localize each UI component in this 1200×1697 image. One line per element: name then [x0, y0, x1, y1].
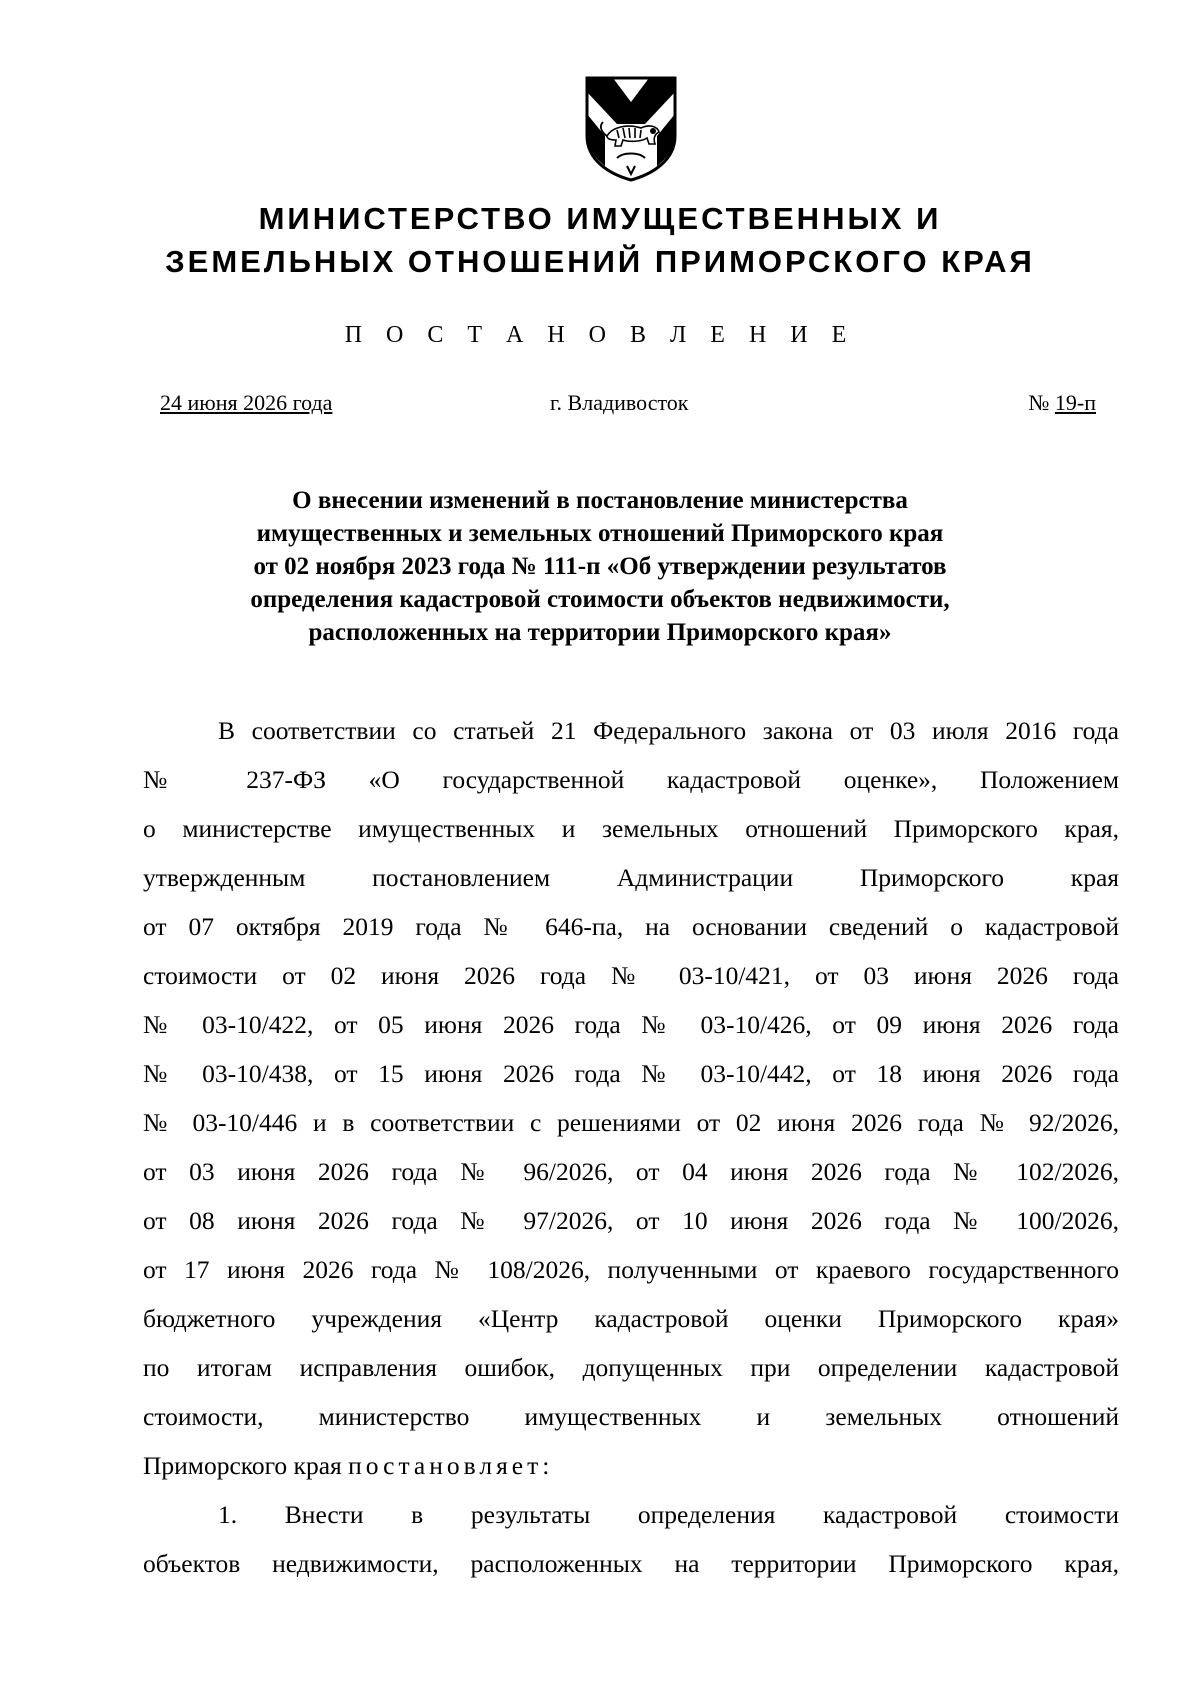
document-body	[143, 706, 1119, 1588]
document-city: г. Владивосток	[550, 390, 689, 415]
item-1-line: 1. Внести в результаты определения кадастровой стоимости	[218, 1500, 1119, 1529]
document-number-value: 19-п	[1054, 390, 1096, 415]
body-line-resolution	[143, 1441, 1119, 1490]
body-line: утвержденным постановлением Администрации Приморского края	[143, 863, 1119, 892]
document-type: П О С Т А Н О В Л Е Н И Е	[344, 322, 856, 348]
document-number	[1028, 388, 1096, 418]
body-line: В соответствии со статьей 21 Федерального закона от 03 июля 2016 года	[218, 716, 1119, 745]
document-date: 24 июня 2026 года	[160, 390, 333, 415]
body-line: № 03-10/422, от 05 июня 2026 года № 03-10/426, от 09 июня 2026 года	[143, 1010, 1119, 1039]
ministry-name-line-1: МИНИСТЕРСТВО ИМУЩЕСТВЕННЫХ И	[258, 201, 942, 236]
title-line: от 02 ноября 2023 года № 111-п «Об утверждении результатов	[253, 553, 947, 580]
body-line: от 03 июня 2026 года № 96/2026, от 04 июня 2026 года № 102/2026,	[143, 1157, 1119, 1186]
title-line: расположенных на территории Приморского края»	[308, 619, 892, 646]
body-line: № 03-10/438, от 15 июня 2026 года № 03-10/442, от 18 июня 2026 года	[143, 1059, 1119, 1088]
body-line: № 237-ФЗ «О государственной кадастровой оценке», Положением	[143, 765, 1119, 794]
body-line: по итогам исправления ошибок, допущенных при определении кадастровой	[143, 1353, 1119, 1382]
document-meta-row	[160, 388, 1096, 418]
document-title	[150, 484, 1050, 649]
body-line: от 08 июня 2026 года № 97/2026, от 10 июня 2026 года № 100/2026,	[143, 1206, 1119, 1235]
resolution-verb: постановляет:	[348, 1451, 554, 1480]
body-line: от 07 октября 2019 года № 646-па, на основании сведений о кадастровой	[143, 912, 1119, 941]
item-1-line: объектов недвижимости, расположенных на территории Приморского края,	[143, 1549, 1119, 1578]
title-line: имущественных и земельных отношений Приморского края	[256, 520, 944, 547]
body-line: стоимости, министерство имущественных и земельных отношений	[143, 1402, 1119, 1431]
title-line: О внесении изменений в постановление министерства	[292, 487, 908, 514]
resolution-prefix: Приморского края	[143, 1451, 349, 1480]
body-line: от 17 июня 2026 года № 108/2026, полученными от краевого государственного	[143, 1255, 1119, 1284]
primorye-coat-of-arms-icon	[583, 74, 679, 182]
document-number-prefix: №	[1028, 390, 1055, 415]
ministry-name	[100, 197, 1100, 283]
title-line: определения кадастровой стоимости объектов недвижимости,	[250, 586, 950, 613]
ministry-name-line-2: ЗЕМЕЛЬНЫХ ОТНОШЕНИЙ ПРИМОРСКОГО КРАЯ	[165, 244, 1035, 279]
body-line: № 03-10/446 и в соответствии с решениями от 02 июня 2026 года № 92/2026,	[143, 1108, 1119, 1137]
body-line: о министерстве имущественных и земельных отношений Приморского края,	[143, 814, 1119, 843]
body-line: бюджетного учреждения «Центр кадастровой оценки Приморского края»	[143, 1304, 1119, 1333]
body-line: стоимости от 02 июня 2026 года № 03-10/421, от 03 июня 2026 года	[143, 961, 1119, 990]
